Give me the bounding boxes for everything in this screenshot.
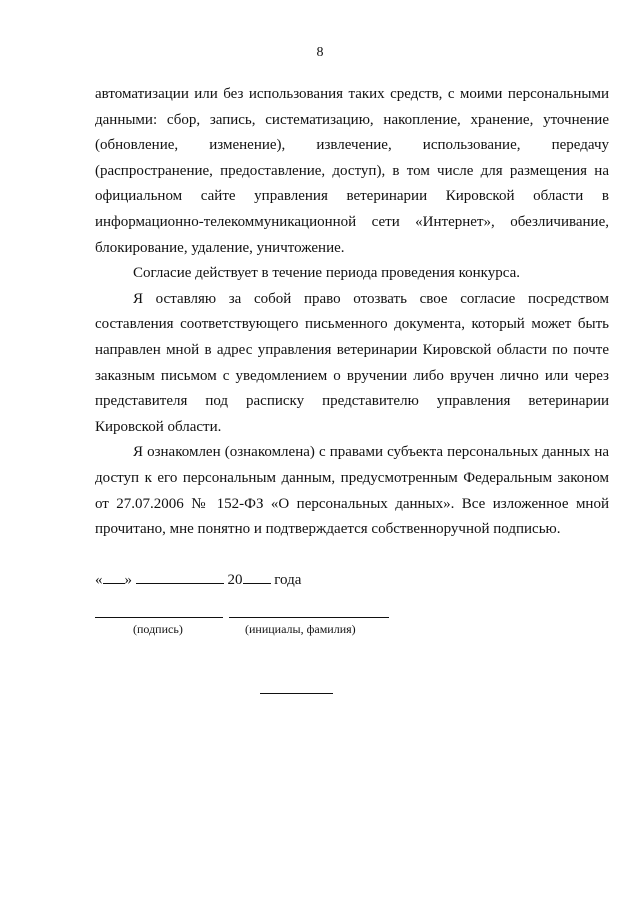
name-caption: (инициалы, фамилия) <box>245 622 356 636</box>
paragraph-withdrawal: Я оставляю за собой право отозвать свое согласие посредством составления соответствующего письменного документа, который может быть направлен мной в адрес управления ветеринарии Кировской области по почте заказным письмом с уведомлением о вручении либо вручен лично или через представителя под расписку представителю управления ветеринарии Кировской области. <box>95 290 609 435</box>
date-line <box>95 569 301 590</box>
date-suffix: года <box>274 572 302 588</box>
month-blank <box>136 569 224 584</box>
year-prefix: 20 <box>227 572 243 588</box>
date-open-quote: « <box>95 572 103 588</box>
paragraph-processing-list: автоматизации или без использования таких средств, с моими персональными данными: сбор, запись, систематизацию, накопление, хранение, уточнение (обновление, изменение), извлечение, использование, передачу (распространение, предоставление, доступ), в том числе для размещения на официальном сайте управления ветеринарии Кировской области в информационно-телекоммуникационной сети «Интернет», обезличивание, блокирование, удаление, уничтожение. <box>95 86 609 256</box>
paragraph-validity: Согласие действует в течение периода проведения конкурса. <box>133 265 521 282</box>
page-number: 8 <box>316 45 324 60</box>
day-blank <box>103 569 125 584</box>
end-rule <box>260 693 333 694</box>
year-blank <box>243 569 271 584</box>
signature-line <box>95 617 223 618</box>
paragraph-acknowledgement: Я ознакомлен (ознакомлена) с правами субъекта персональных данных на доступ к его персональным данным, предусмотренным Федеральным законом от 27.07.2006 № 152-ФЗ «О персональных данных». Все изложенное мной прочитано, мне понятно и подтверждается собственноручной подписью. <box>95 444 609 538</box>
name-line <box>229 617 389 618</box>
date-close-quote: » <box>124 572 132 588</box>
consent-text <box>95 82 609 543</box>
signature-caption: (подпись) <box>133 622 183 636</box>
